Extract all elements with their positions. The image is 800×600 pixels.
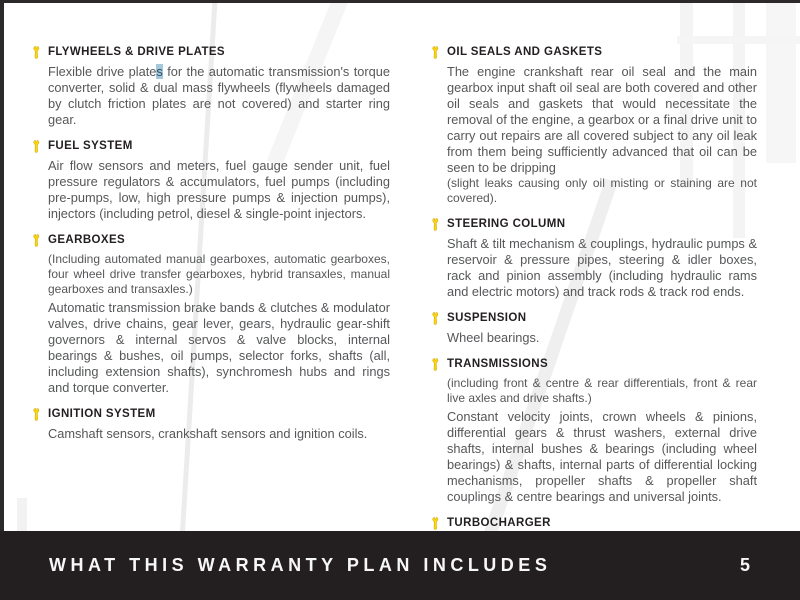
section-heading: IGNITION SYSTEM (48, 408, 156, 420)
footer-bar (0, 531, 800, 600)
section-note: (including front & centre & rear differentials, front & rear live axles and drive shafts.) (447, 376, 757, 405)
section-note: (slight leaks causing only oil misting or staining are not covered). (447, 176, 757, 205)
page-number: 5 (739, 555, 750, 575)
highlighted-char: s (156, 64, 163, 79)
spanner-icon (33, 46, 42, 59)
section-heading: TURBOCHARGER (447, 517, 551, 529)
left-column (33, 46, 390, 454)
section-body: Air flow sensors and meters, fuel gauge sender unit, fuel pressure regulators & accumulators, fuel pumps (including pre-pumps, low, high pressure pumps & injection pumps), injectors (including petrol, diesel & single-point injectors. (48, 158, 390, 221)
footer-title: WHAT THIS WARRANTY PLAN INCLUDES (49, 555, 552, 575)
section-body: The engine crankshaft rear oil seal and the main gearbox input shaft oil seal are both covered and other oil seals and gaskets that would necessitate the removal of the engine, a gearbox or a final drive unit to carry out repairs are all covered subject to any oil leak from them being sufficiently advanced that oil can be seen to be dripping (447, 64, 757, 175)
body-text: for the automatic transmission's torque converter, solid & dual mass flywheels (flywheels damaged by clutch friction plates are not covered) and starter ring gear. (48, 64, 390, 127)
watermark-stripe (677, 36, 800, 44)
section-body (48, 64, 390, 128)
spanner-icon (33, 140, 42, 153)
section-gearboxes (33, 234, 390, 396)
section-body: Wheel bearings. (447, 330, 540, 345)
section-ignition-system (33, 408, 390, 442)
section-flywheels-drive-plates (33, 46, 390, 128)
section-body: Shaft & tilt mechanism & couplings, hydraulic pumps & reservoir & pressure pipes, steering & idler boxes, rack and pinion assembly (including hydraulic rams and electric motors) and track rods & track rod ends. (447, 236, 757, 299)
watermark-stripe (766, 3, 796, 163)
section-heading: OIL SEALS AND GASKETS (447, 46, 603, 58)
section-heading: TRANSMISSIONS (447, 358, 549, 370)
section-note: (Including automated manual gearboxes, automatic gearboxes, four wheel drive transfer gearboxes, hybrid transaxles, manual gearboxes and transaxles.) (48, 252, 390, 296)
section-heading: GEARBOXES (48, 234, 126, 246)
section-steering-column (432, 218, 757, 300)
section-fuel-system (33, 140, 390, 222)
section-suspension (432, 312, 757, 346)
spanner-icon (432, 312, 441, 325)
spanner-icon (33, 234, 42, 247)
section-heading: FUEL SYSTEM (48, 140, 133, 152)
spanner-icon (432, 46, 441, 59)
page-edge-top (0, 0, 800, 3)
section-heading: STEERING COLUMN (447, 218, 566, 230)
spanner-icon (432, 358, 441, 371)
spanner-icon (432, 517, 441, 530)
right-column (432, 46, 757, 563)
section-body: Camshaft sensors, crankshaft sensors and ignition coils. (48, 426, 368, 441)
section-transmissions (432, 358, 757, 505)
section-heading: FLYWHEELS & DRIVE PLATES (48, 46, 226, 58)
section-oil-seals-gaskets (432, 46, 757, 206)
spanner-icon (33, 408, 42, 421)
page-edge-left (0, 0, 4, 531)
section-body: Automatic transmission brake bands & clutches & modulator valves, drive chains, gear lever, gears, hydraulic gear-shift governors & internal servos & valve blocks, internal bearings & bushes, oil pumps, selector forks, shafts (all, including extension shafts), synchromesh hubs and rings and torque converter. (48, 300, 390, 395)
body-text: Flexible drive plate (48, 64, 157, 79)
section-body: Constant velocity joints, crown wheels & pinions, differential gears & thrust washers, external drive shafts, internal bushes & bearings (including wheel bearings) & shafts, internal parts of differential locking mechanisms, propeller shafts & propeller shaft couplings & centre bearings and universal joints. (447, 409, 757, 504)
spanner-icon (432, 218, 441, 231)
section-heading: SUSPENSION (447, 312, 527, 324)
watermark-stripe (17, 498, 27, 531)
